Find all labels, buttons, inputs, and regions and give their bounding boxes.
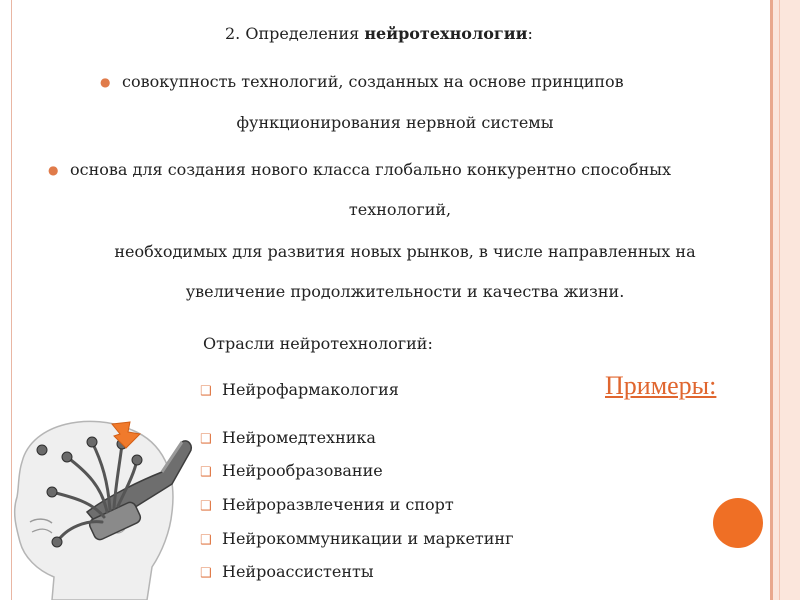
examples-link[interactable]: Примеры:	[605, 371, 717, 400]
square-outline-bullet-icon: ❑	[200, 533, 212, 548]
industry-label: Нейрокоммуникации и маркетинг	[222, 529, 514, 548]
industry-label: Нейрообразование	[222, 461, 383, 480]
definition-2-line-2: технологий,	[348, 200, 452, 219]
industries-heading: Отрасли нейротехнологий:	[203, 334, 433, 353]
industry-label: Нейроассистенты	[222, 562, 374, 581]
definition-2-line-3: необходимых для развития новых рынков, в числе направленных на	[114, 242, 696, 261]
title-prefix: 2. Определения	[225, 24, 365, 43]
slide-title	[225, 24, 533, 43]
definition-1-line-2: функционирования нервной системы	[236, 113, 554, 132]
title-suffix: :	[527, 24, 533, 43]
industry-item	[200, 380, 399, 399]
orange-circle-decoration	[713, 498, 763, 548]
industry-item	[200, 461, 383, 480]
industry-label: Нейрофармакология	[222, 380, 399, 399]
square-outline-bullet-icon: ❑	[200, 465, 212, 480]
round-bullet-icon: ●	[48, 163, 59, 177]
square-outline-bullet-icon: ❑	[200, 566, 212, 581]
industry-item	[200, 529, 513, 548]
round-bullet-icon: ●	[100, 75, 111, 89]
square-outline-bullet-icon: ❑	[200, 384, 212, 399]
industry-label: Нейромедтехника	[222, 428, 376, 447]
square-outline-bullet-icon: ❑	[200, 499, 212, 514]
eeg-headset-illustration	[12, 402, 197, 600]
slide-frame-left	[0, 0, 12, 600]
square-outline-bullet-icon: ❑	[200, 432, 212, 447]
definition-2-line-1: основа для создания нового класса глобально конкурентно способных	[70, 160, 672, 179]
slide-frame-right	[770, 0, 800, 600]
definition-1-line-1: совокупность технологий, созданных на основе принципов	[122, 72, 624, 91]
title-keyword: нейротехнологии	[364, 24, 528, 43]
industry-item	[200, 428, 376, 447]
industry-item	[200, 495, 454, 514]
definition-2-line-4: увеличение продолжительности и качества жизни.	[185, 282, 625, 301]
industry-label: Нейроразвлечения и спорт	[222, 495, 454, 514]
industry-item	[200, 562, 374, 581]
